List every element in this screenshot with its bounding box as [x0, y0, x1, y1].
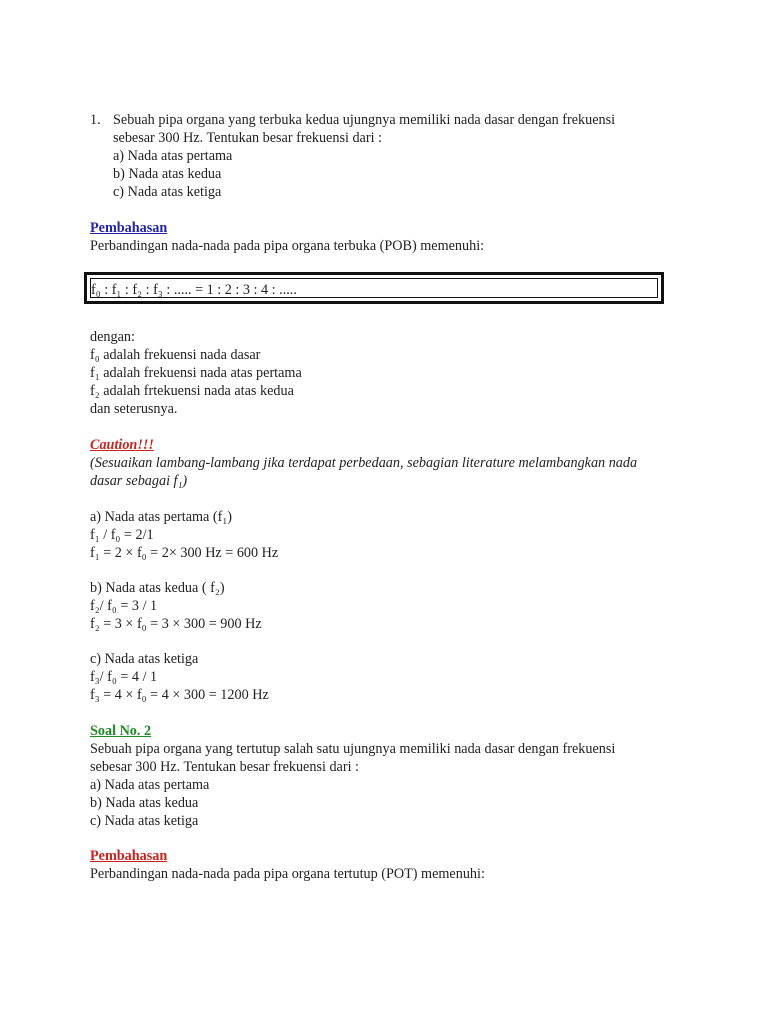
- question2-heading: Soal No. 2: [90, 723, 152, 739]
- question-option: c) Nada atas ketiga: [113, 184, 222, 200]
- discussion2-heading: Pembahasan: [90, 848, 168, 864]
- question-number: 1.: [90, 112, 101, 128]
- legend-line: f₁ adalah frekuensi nada atas pertama: [90, 365, 302, 381]
- answer-b-title: b) Nada atas kedua ( f₂): [90, 580, 225, 596]
- legend-line: f₂ adalah frtekuensi nada atas kedua: [90, 383, 294, 399]
- discussion-intro: Perbandingan nada-nada pada pipa organa terbuka (POB) memenuhi:: [90, 238, 485, 254]
- discussion-heading: Pembahasan: [90, 220, 168, 236]
- formula-box: [84, 272, 664, 304]
- question-option: b) Nada atas kedua: [113, 166, 222, 182]
- question-text: Sebuah pipa organa yang terbuka kedua ujungnya memiliki nada dasar dengan frekuensi: [113, 112, 616, 128]
- question-text: Sebuah pipa organa yang tertutup salah satu ujungnya memiliki nada dasar dengan frekuensi: [90, 741, 616, 757]
- question-text: sebesar 300 Hz. Tentukan besar frekuensi dari :: [90, 759, 360, 775]
- question-text: sebesar 300 Hz. Tentukan besar frekuensi dari :: [113, 130, 383, 146]
- formula-text: f₀ : f₁ : f₂ : f₃ : ..... = 1 : 2 : 3 : 4 : .....: [91, 282, 297, 298]
- legend-line: dengan:: [90, 329, 135, 345]
- answer-c-ratio: f₃/ f₀ = 4 / 1: [90, 669, 158, 685]
- answer-b-ratio: f₂/ f₀ = 3 / 1: [90, 598, 158, 614]
- answer-a-title: a) Nada atas pertama (f₁): [90, 509, 233, 525]
- legend-line: dan seterusnya.: [90, 401, 178, 417]
- caution-text: (Sesuaikan lambang-lambang jika terdapat perbedaan, sebagian literature melambangkan nada: [90, 455, 638, 471]
- answer-b-result: f₂ = 3 × f₀ = 3 × 300 = 900 Hz: [90, 616, 262, 632]
- answer-c-result: f₃ = 4 × f₀ = 4 × 300 = 1200 Hz: [90, 687, 269, 703]
- question-option: c) Nada atas ketiga: [90, 813, 199, 829]
- legend-line: f₀ adalah frekuensi nada dasar: [90, 347, 261, 363]
- answer-a-result: f₁ = 2 × f₀ = 2× 300 Hz = 600 Hz: [90, 545, 279, 561]
- question-option: a) Nada atas pertama: [113, 148, 233, 164]
- question-option: a) Nada atas pertama: [90, 777, 210, 793]
- answer-c-title: c) Nada atas ketiga: [90, 651, 199, 667]
- caution-heading: Caution!!!: [90, 437, 154, 453]
- question-option: b) Nada atas kedua: [90, 795, 199, 811]
- answer-a-ratio: f₁ / f₀ = 2/1: [90, 527, 154, 543]
- discussion2-intro: Perbandingan nada-nada pada pipa organa tertutup (POT) memenuhi:: [90, 866, 485, 882]
- caution-text: dasar sebagai f₁): [90, 473, 188, 489]
